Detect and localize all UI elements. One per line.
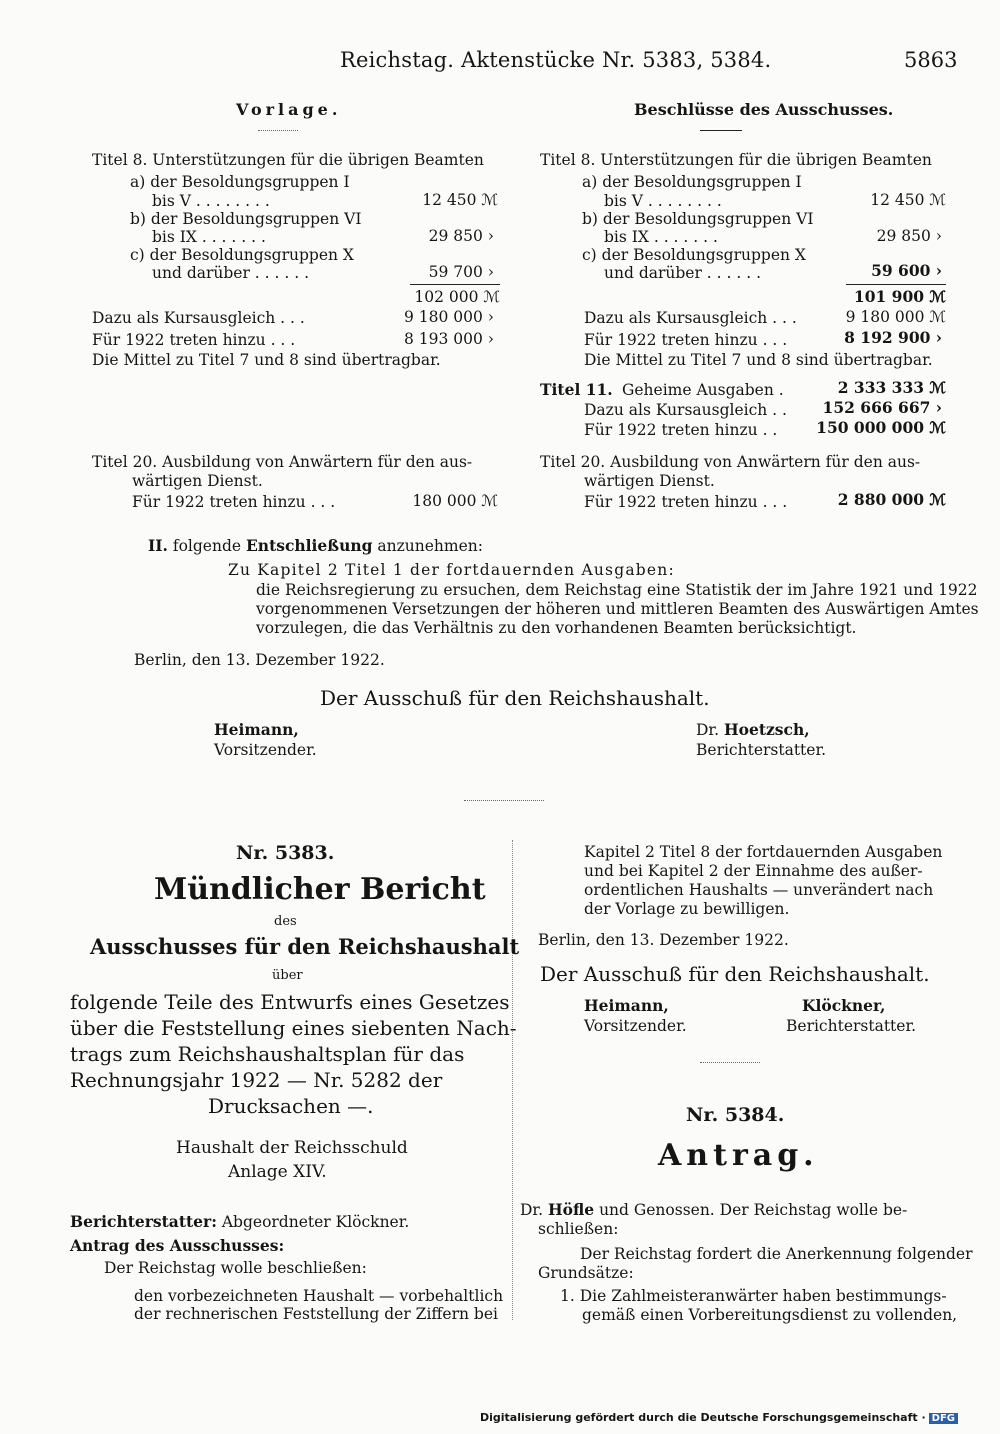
left-titel20-value: 180 000 ℳ xyxy=(412,492,498,510)
resolution-sig1-name: Heimann, xyxy=(214,720,299,739)
left-titel8: Titel 8. Unterstützungen für die übrigen Beamten xyxy=(92,151,484,169)
doc5383-sig2-name: Klöckner, xyxy=(802,996,886,1015)
doc5383-sig2-role: Berichterstatter. xyxy=(786,1017,917,1035)
doc5384-line-2: schließen: xyxy=(538,1220,619,1238)
right-titel11-label: Titel 11. xyxy=(540,380,613,399)
right-c2: und darüber . . . . . . xyxy=(604,264,761,282)
doc5383-antrag-label: Antrag des Ausschusses: xyxy=(70,1236,285,1255)
right-titel8: Titel 8. Unterstützungen für die übrigen Beamten xyxy=(540,151,932,169)
footer-text: Digitalisierung gefördert durch die Deutsche Forschungsgemeinschaft · xyxy=(479,1411,926,1424)
left-b-value: 29 850 › xyxy=(428,227,494,245)
doc5384-line-4: Grundsätze: xyxy=(538,1264,634,1282)
doc5383-sig1-name: Heimann, xyxy=(584,996,669,1015)
resolution-sig2-role: Berichterstatter. xyxy=(696,741,827,759)
resolution-line-2: vorgenommenen Versetzungen der höheren und mittleren Beamten des Auswärtigen Amtes xyxy=(256,600,979,618)
resolution-intro-pre: folgende xyxy=(172,537,242,555)
doc5384-dr: Dr. xyxy=(520,1201,544,1219)
doc5384-number: Nr. 5384. xyxy=(686,1104,785,1126)
doc5383-cont-4: der Vorlage zu bewilligen. xyxy=(584,900,790,918)
resolution-intro xyxy=(148,536,483,556)
resolution-line-1: die Reichsregierung zu ersuchen, dem Reichstag eine Statistik der im Jahre 1921 und 1922 xyxy=(256,581,978,599)
right-fuer1922-value: 8 192 900 › xyxy=(844,328,942,347)
right-titel11-value: 2 333 333 ℳ xyxy=(837,378,946,397)
right-column-heading: Beschlüsse des Ausschusses. xyxy=(634,100,894,119)
left-column-heading: Vorlage. xyxy=(236,100,342,119)
doc5384-line-3: Der Reichstag fordert die Anerkennung folgender xyxy=(580,1245,973,1263)
right-a1: a) der Besoldungsgruppen I xyxy=(582,173,802,191)
doc5383-date: Berlin, den 13. Dezember 1922. xyxy=(538,931,789,949)
doc5383-anlage: Anlage XIV. xyxy=(228,1162,327,1182)
doc5383-berichterstatter-label: Berichterstatter: xyxy=(70,1212,217,1231)
right-heading-rule xyxy=(700,130,742,131)
left-a-value: 12 450 ℳ xyxy=(422,191,498,209)
doc5383-ueber: über xyxy=(272,968,303,983)
left-c1: c) der Besoldungsgruppen X xyxy=(130,246,354,264)
right-titel11-fuer-value: 150 000 000 ℳ xyxy=(816,418,946,437)
right-titel20-value: 2 880 000 ℳ xyxy=(837,490,946,509)
doc5384-title: Antrag. xyxy=(658,1138,819,1173)
footer xyxy=(480,1411,958,1424)
right-titel11-kurs-value: 152 666 667 › xyxy=(822,398,942,417)
page-number: 5863 xyxy=(904,48,958,72)
right-sum: 101 900 ℳ xyxy=(853,287,946,306)
doc5383-subtitle: Ausschusses für den Reichshaushalt xyxy=(90,934,520,959)
resolution-committee: Der Ausschuß für den Reichshaushalt. xyxy=(320,686,710,710)
left-sum: 102 000 ℳ xyxy=(414,288,500,306)
column-divider xyxy=(512,840,513,1320)
left-a2: bis V . . . . . . . . xyxy=(152,192,270,210)
doc5384-line-5: 1. Die Zahlmeisteranwärter haben bestimmungs- xyxy=(560,1287,947,1305)
doc5384-line-1-rest: und Genossen. Der Reichstag wolle be- xyxy=(599,1201,908,1219)
doc5383-resolve-3: der rechnerischen Feststellung der Ziffern bei xyxy=(134,1305,498,1323)
right-mittel: Die Mittel zu Titel 7 und 8 sind übertragbar. xyxy=(584,351,933,369)
right-divider xyxy=(700,1062,760,1063)
running-title: Reichstag. Aktenstücke Nr. 5383, 5384. xyxy=(340,48,772,72)
doc5384-name: Höfle xyxy=(548,1200,595,1219)
resolution-sig2-pre: Dr. xyxy=(696,721,720,739)
left-c2: und darüber . . . . . . xyxy=(152,264,309,282)
resolution-sig1-role: Vorsitzender. xyxy=(214,741,317,759)
right-b2: bis IX . . . . . . . xyxy=(604,228,718,246)
resolution-line-3: vorzulegen, die das Verhältnis zu den vorhandenen Beamten berücksichtigt. xyxy=(256,619,857,637)
doc5383-berichterstatter-name: Abgeordneter Klöckner. xyxy=(221,1213,410,1231)
left-titel20-b: wärtigen Dienst. xyxy=(132,472,263,490)
doc5383-line-4: Rechnungsjahr 1922 — Nr. 5282 der xyxy=(70,1068,443,1092)
right-b1: b) der Besoldungsgruppen VI xyxy=(582,210,814,228)
doc5383-line-3: trags zum Reichshaushaltsplan für das xyxy=(70,1042,465,1066)
doc5383-cont-3: ordentlichen Haushalts — unverändert nach xyxy=(584,881,934,899)
resolution-intro-bold: Entschließung xyxy=(245,536,373,555)
right-a2: bis V . . . . . . . . xyxy=(604,192,722,210)
right-titel20-a: Titel 20. Ausbildung von Anwärtern für den aus- xyxy=(540,453,921,471)
doc5383-berichterstatter xyxy=(70,1212,409,1232)
right-titel11-kurs: Dazu als Kursausgleich . . xyxy=(584,401,787,419)
right-kurs: Dazu als Kursausgleich . . . xyxy=(584,309,797,327)
left-heading-dashes xyxy=(258,130,298,131)
left-titel20-c: Für 1922 treten hinzu . . . xyxy=(132,493,336,511)
left-b2: bis IX . . . . . . . xyxy=(152,228,266,246)
left-c-value: 59 700 › xyxy=(428,263,494,281)
left-kurs-value: 9 180 000 › xyxy=(403,308,494,326)
doc5383-cont-1: Kapitel 2 Titel 8 der fortdauernden Ausgaben xyxy=(584,843,943,861)
right-titel11-fuer: Für 1922 treten hinzu . . xyxy=(584,421,778,439)
right-kurs-value: 9 180 000 ℳ xyxy=(845,308,946,326)
doc5383-line-2: über die Feststellung eines siebenten Nach- xyxy=(70,1016,517,1040)
resolution-sig2 xyxy=(696,720,810,740)
left-kurs: Dazu als Kursausgleich . . . xyxy=(92,309,305,327)
doc5383-committee: Der Ausschuß für den Reichshaushalt. xyxy=(540,962,930,986)
resolution-kapitel: Zu Kapitel 2 Titel 1 der fortdauernden Ausgaben: xyxy=(228,561,675,579)
doc5384-line-6: gemäß einen Vorbereitungsdienst zu vollenden, xyxy=(582,1306,958,1324)
right-titel20-b: wärtigen Dienst. xyxy=(584,472,715,490)
resolution-intro-post: anzunehmen: xyxy=(377,537,483,555)
left-titel20-a: Titel 20. Ausbildung von Anwärtern für den aus- xyxy=(92,453,473,471)
dfg-logo: DFG xyxy=(929,1413,958,1424)
section-divider xyxy=(464,800,544,801)
left-b1: b) der Besoldungsgruppen VI xyxy=(130,210,362,228)
doc5383-line-5: Drucksachen —. xyxy=(208,1094,374,1118)
right-b-value: 29 850 › xyxy=(876,227,942,245)
resolution-sig2-name: Hoetzsch, xyxy=(724,720,810,739)
right-sum-rule xyxy=(846,284,946,285)
right-a-value: 12 450 ℳ xyxy=(870,191,946,209)
doc5383-title: Mündlicher Bericht xyxy=(154,872,486,907)
right-c1: c) der Besoldungsgruppen X xyxy=(582,246,806,264)
right-fuer1922: Für 1922 treten hinzu . . . xyxy=(584,331,788,349)
doc5383-sig1-role: Vorsitzender. xyxy=(584,1017,687,1035)
left-fuer1922: Für 1922 treten hinzu . . . xyxy=(92,331,296,349)
left-mittel: Die Mittel zu Titel 7 und 8 sind übertragbar. xyxy=(92,351,441,369)
doc5383-number: Nr. 5383. xyxy=(236,842,335,864)
right-c-value: 59 600 › xyxy=(871,261,942,280)
left-fuer1922-value: 8 193 000 › xyxy=(403,330,494,348)
doc5384-line-1 xyxy=(520,1200,907,1220)
doc5383-cont-2: und bei Kapitel 2 der Einnahme des außer- xyxy=(584,862,923,880)
doc5383-haushalt: Haushalt der Reichsschuld xyxy=(176,1138,408,1158)
left-sum-rule xyxy=(410,284,500,285)
doc5383-resolve-2: den vorbezeichneten Haushalt — vorbehaltlich xyxy=(134,1287,504,1305)
doc5383-line-1: folgende Teile des Entwurfs eines Gesetzes xyxy=(70,990,510,1014)
resolution-number: II. xyxy=(148,536,168,555)
left-a1: a) der Besoldungsgruppen I xyxy=(130,173,350,191)
right-titel11: Geheime Ausgaben . xyxy=(622,381,784,399)
doc5383-resolve: Der Reichstag wolle beschließen: xyxy=(104,1259,367,1277)
resolution-date: Berlin, den 13. Dezember 1922. xyxy=(134,651,385,669)
right-titel20-c: Für 1922 treten hinzu . . . xyxy=(584,493,788,511)
doc5383-des: des xyxy=(274,914,297,929)
